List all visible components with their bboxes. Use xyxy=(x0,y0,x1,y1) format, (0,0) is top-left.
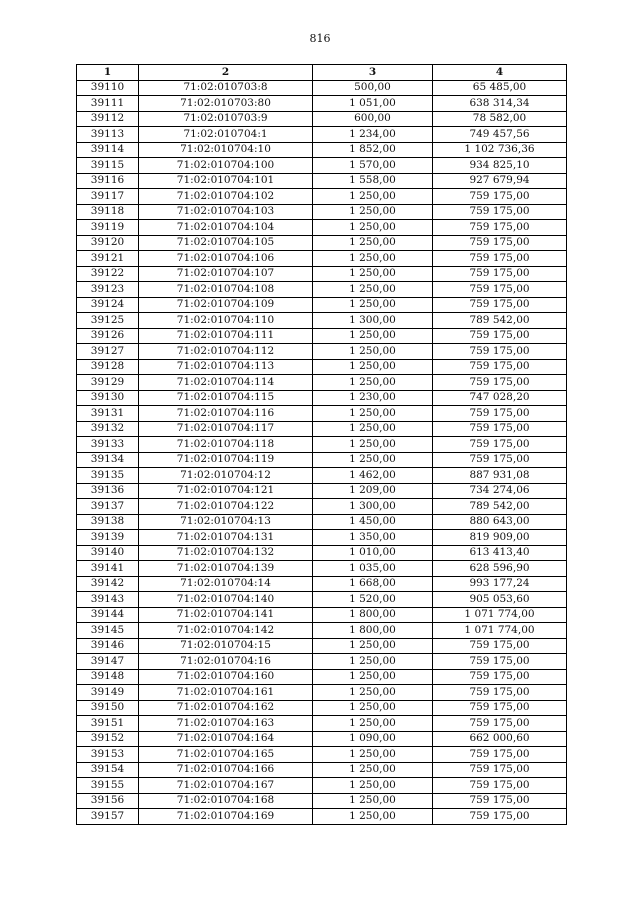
cadastral-number-cell: 71:02:010704:14 xyxy=(139,576,313,592)
table-row xyxy=(77,545,567,561)
value-cell: 759 175,00 xyxy=(433,762,567,778)
column-header-3: 3 xyxy=(313,65,433,81)
cadastral-number-cell: 71:02:010704:112 xyxy=(139,344,313,360)
row-number-cell: 39119 xyxy=(77,220,139,236)
row-number-cell: 39149 xyxy=(77,685,139,701)
area-cell: 1 852,00 xyxy=(313,142,433,158)
value-cell: 759 175,00 xyxy=(433,669,567,685)
cadastral-number-cell: 71:02:010704:169 xyxy=(139,809,313,825)
area-cell: 1 051,00 xyxy=(313,96,433,112)
row-number-cell: 39152 xyxy=(77,731,139,747)
row-number-cell: 39111 xyxy=(77,96,139,112)
area-cell: 1 010,00 xyxy=(313,545,433,561)
table-row xyxy=(77,747,567,763)
cadastral-number-cell: 71:02:010704:108 xyxy=(139,282,313,298)
row-number-cell: 39145 xyxy=(77,623,139,639)
value-cell: 759 175,00 xyxy=(433,266,567,282)
value-cell: 638 314,34 xyxy=(433,96,567,112)
cadastral-number-cell: 71:02:010704:1 xyxy=(139,127,313,143)
row-number-cell: 39118 xyxy=(77,204,139,220)
area-cell: 1 250,00 xyxy=(313,297,433,313)
value-cell: 759 175,00 xyxy=(433,421,567,437)
area-cell: 1 250,00 xyxy=(313,220,433,236)
table-row xyxy=(77,623,567,639)
value-cell: 905 053,60 xyxy=(433,592,567,608)
area-cell: 1 209,00 xyxy=(313,483,433,499)
area-cell: 1 250,00 xyxy=(313,189,433,205)
row-number-cell: 39157 xyxy=(77,809,139,825)
value-cell: 759 175,00 xyxy=(433,654,567,670)
cadastral-number-cell: 71:02:010704:163 xyxy=(139,716,313,732)
value-cell: 759 175,00 xyxy=(433,189,567,205)
value-cell: 759 175,00 xyxy=(433,220,567,236)
row-number-cell: 39117 xyxy=(77,189,139,205)
row-number-cell: 39121 xyxy=(77,251,139,267)
value-cell: 662 000,60 xyxy=(433,731,567,747)
area-cell: 1 250,00 xyxy=(313,700,433,716)
area-cell: 1 800,00 xyxy=(313,623,433,639)
cadastral-number-cell: 71:02:010704:102 xyxy=(139,189,313,205)
cadastral-number-cell: 71:02:010704:121 xyxy=(139,483,313,499)
value-cell: 927 679,94 xyxy=(433,173,567,189)
cadastral-number-cell: 71:02:010703:80 xyxy=(139,96,313,112)
area-cell: 1 250,00 xyxy=(313,235,433,251)
value-cell: 1 071 774,00 xyxy=(433,607,567,623)
row-number-cell: 39155 xyxy=(77,778,139,794)
row-number-cell: 39110 xyxy=(77,80,139,96)
row-number-cell: 39112 xyxy=(77,111,139,127)
table-row xyxy=(77,762,567,778)
cadastral-number-cell: 71:02:010704:165 xyxy=(139,747,313,763)
value-cell: 759 175,00 xyxy=(433,344,567,360)
value-cell: 759 175,00 xyxy=(433,328,567,344)
area-cell: 1 250,00 xyxy=(313,344,433,360)
cadastral-number-cell: 71:02:010704:100 xyxy=(139,158,313,174)
value-cell: 993 177,24 xyxy=(433,576,567,592)
value-cell: 65 485,00 xyxy=(433,80,567,96)
cadastral-number-cell: 71:02:010704:12 xyxy=(139,468,313,484)
table-row xyxy=(77,251,567,267)
cadastral-number-cell: 71:02:010704:10 xyxy=(139,142,313,158)
value-cell: 789 542,00 xyxy=(433,499,567,515)
table-row xyxy=(77,731,567,747)
value-cell: 613 413,40 xyxy=(433,545,567,561)
row-number-cell: 39120 xyxy=(77,235,139,251)
row-number-cell: 39130 xyxy=(77,390,139,406)
cadastral-number-cell: 71:02:010704:141 xyxy=(139,607,313,623)
table-row xyxy=(77,793,567,809)
area-cell: 1 250,00 xyxy=(313,282,433,298)
table-row xyxy=(77,282,567,298)
area-cell: 1 250,00 xyxy=(313,406,433,422)
value-cell: 759 175,00 xyxy=(433,747,567,763)
row-number-cell: 39142 xyxy=(77,576,139,592)
row-number-cell: 39144 xyxy=(77,607,139,623)
cadastral-number-cell: 71:02:010704:109 xyxy=(139,297,313,313)
table-row xyxy=(77,638,567,654)
area-cell: 1 250,00 xyxy=(313,375,433,391)
row-number-cell: 39131 xyxy=(77,406,139,422)
row-number-cell: 39125 xyxy=(77,313,139,329)
table-row xyxy=(77,375,567,391)
table-row xyxy=(77,204,567,220)
table-row xyxy=(77,607,567,623)
area-cell: 1 450,00 xyxy=(313,514,433,530)
cadastral-number-cell: 71:02:010704:161 xyxy=(139,685,313,701)
area-cell: 1 035,00 xyxy=(313,561,433,577)
row-number-cell: 39139 xyxy=(77,530,139,546)
area-cell: 1 250,00 xyxy=(313,809,433,825)
table-row xyxy=(77,96,567,112)
cadastral-number-cell: 71:02:010704:160 xyxy=(139,669,313,685)
value-cell: 759 175,00 xyxy=(433,700,567,716)
area-cell: 1 250,00 xyxy=(313,452,433,468)
area-cell: 1 558,00 xyxy=(313,173,433,189)
page-number: 816 xyxy=(309,32,331,45)
row-number-cell: 39151 xyxy=(77,716,139,732)
cadastral-number-cell: 71:02:010704:132 xyxy=(139,545,313,561)
column-header-2: 2 xyxy=(139,65,313,81)
value-cell: 759 175,00 xyxy=(433,452,567,468)
area-cell: 1 250,00 xyxy=(313,359,433,375)
table-row xyxy=(77,390,567,406)
value-cell: 759 175,00 xyxy=(433,778,567,794)
cadastral-number-cell: 71:02:010704:15 xyxy=(139,638,313,654)
table-row xyxy=(77,669,567,685)
table-row xyxy=(77,530,567,546)
area-cell: 1 250,00 xyxy=(313,793,433,809)
table-body xyxy=(77,80,567,824)
row-number-cell: 39153 xyxy=(77,747,139,763)
area-cell: 1 250,00 xyxy=(313,328,433,344)
table-row xyxy=(77,297,567,313)
row-number-cell: 39146 xyxy=(77,638,139,654)
cadastral-number-cell: 71:02:010704:119 xyxy=(139,452,313,468)
cadastral-number-cell: 71:02:010704:116 xyxy=(139,406,313,422)
table-row xyxy=(77,328,567,344)
value-cell: 789 542,00 xyxy=(433,313,567,329)
row-number-cell: 39147 xyxy=(77,654,139,670)
area-cell: 1 250,00 xyxy=(313,421,433,437)
area-cell: 1 520,00 xyxy=(313,592,433,608)
area-cell: 500,00 xyxy=(313,80,433,96)
cadastral-number-cell: 71:02:010704:110 xyxy=(139,313,313,329)
table-row xyxy=(77,406,567,422)
row-number-cell: 39133 xyxy=(77,437,139,453)
cadastral-number-cell: 71:02:010704:131 xyxy=(139,530,313,546)
cadastral-number-cell: 71:02:010704:162 xyxy=(139,700,313,716)
row-number-cell: 39113 xyxy=(77,127,139,143)
value-cell: 759 175,00 xyxy=(433,716,567,732)
cadastral-number-cell: 71:02:010704:107 xyxy=(139,266,313,282)
value-cell: 759 175,00 xyxy=(433,282,567,298)
area-cell: 1 462,00 xyxy=(313,468,433,484)
row-number-cell: 39136 xyxy=(77,483,139,499)
row-number-cell: 39135 xyxy=(77,468,139,484)
row-number-cell: 39140 xyxy=(77,545,139,561)
table-row xyxy=(77,716,567,732)
table-row xyxy=(77,266,567,282)
row-number-cell: 39122 xyxy=(77,266,139,282)
cadastral-number-cell: 71:02:010704:117 xyxy=(139,421,313,437)
cadastral-number-cell: 71:02:010704:106 xyxy=(139,251,313,267)
value-cell: 819 909,00 xyxy=(433,530,567,546)
table-row xyxy=(77,700,567,716)
value-cell: 1 071 774,00 xyxy=(433,623,567,639)
value-cell: 880 643,00 xyxy=(433,514,567,530)
row-number-cell: 39141 xyxy=(77,561,139,577)
area-cell: 1 234,00 xyxy=(313,127,433,143)
area-cell: 1 250,00 xyxy=(313,266,433,282)
table-row xyxy=(77,576,567,592)
area-cell: 1 250,00 xyxy=(313,716,433,732)
cadastral-number-cell: 71:02:010704:166 xyxy=(139,762,313,778)
table-row xyxy=(77,421,567,437)
area-cell: 1 090,00 xyxy=(313,731,433,747)
table-row xyxy=(77,142,567,158)
row-number-cell: 39138 xyxy=(77,514,139,530)
cadastral-number-cell: 71:02:010704:103 xyxy=(139,204,313,220)
value-cell: 759 175,00 xyxy=(433,359,567,375)
table-row xyxy=(77,685,567,701)
row-number-cell: 39134 xyxy=(77,452,139,468)
row-number-cell: 39129 xyxy=(77,375,139,391)
table-row xyxy=(77,359,567,375)
table-row xyxy=(77,235,567,251)
value-cell: 78 582,00 xyxy=(433,111,567,127)
table-row xyxy=(77,189,567,205)
row-number-cell: 39148 xyxy=(77,669,139,685)
area-cell: 1 668,00 xyxy=(313,576,433,592)
table-row xyxy=(77,499,567,515)
row-number-cell: 39127 xyxy=(77,344,139,360)
area-cell: 1 250,00 xyxy=(313,251,433,267)
table-row xyxy=(77,561,567,577)
value-cell: 759 175,00 xyxy=(433,685,567,701)
table-row xyxy=(77,778,567,794)
table-row xyxy=(77,173,567,189)
table-row xyxy=(77,483,567,499)
area-cell: 600,00 xyxy=(313,111,433,127)
cadastral-number-cell: 71:02:010704:115 xyxy=(139,390,313,406)
area-cell: 1 250,00 xyxy=(313,762,433,778)
area-cell: 1 250,00 xyxy=(313,437,433,453)
area-cell: 1 300,00 xyxy=(313,313,433,329)
value-cell: 759 175,00 xyxy=(433,235,567,251)
area-cell: 1 250,00 xyxy=(313,669,433,685)
data-table xyxy=(76,64,567,825)
value-cell: 759 175,00 xyxy=(433,638,567,654)
row-number-cell: 39114 xyxy=(77,142,139,158)
cadastral-number-cell: 71:02:010704:105 xyxy=(139,235,313,251)
area-cell: 1 250,00 xyxy=(313,204,433,220)
row-number-cell: 39154 xyxy=(77,762,139,778)
table-row xyxy=(77,468,567,484)
cadastral-number-cell: 71:02:010704:114 xyxy=(139,375,313,391)
value-cell: 934 825,10 xyxy=(433,158,567,174)
row-number-cell: 39115 xyxy=(77,158,139,174)
cadastral-number-cell: 71:02:010704:168 xyxy=(139,793,313,809)
value-cell: 759 175,00 xyxy=(433,809,567,825)
value-cell: 759 175,00 xyxy=(433,204,567,220)
value-cell: 749 457,56 xyxy=(433,127,567,143)
value-cell: 1 102 736,36 xyxy=(433,142,567,158)
area-cell: 1 250,00 xyxy=(313,685,433,701)
value-cell: 759 175,00 xyxy=(433,793,567,809)
cadastral-number-cell: 71:02:010703:8 xyxy=(139,80,313,96)
cadastral-number-cell: 71:02:010704:118 xyxy=(139,437,313,453)
cadastral-number-cell: 71:02:010704:16 xyxy=(139,654,313,670)
value-cell: 759 175,00 xyxy=(433,297,567,313)
cadastral-number-cell: 71:02:010704:164 xyxy=(139,731,313,747)
cadastral-number-cell: 71:02:010704:113 xyxy=(139,359,313,375)
table-row xyxy=(77,809,567,825)
table-row xyxy=(77,344,567,360)
row-number-cell: 39124 xyxy=(77,297,139,313)
cadastral-number-cell: 71:02:010703:9 xyxy=(139,111,313,127)
table-row xyxy=(77,592,567,608)
table-row xyxy=(77,80,567,96)
column-header-1: 1 xyxy=(77,65,139,81)
area-cell: 1 230,00 xyxy=(313,390,433,406)
value-cell: 759 175,00 xyxy=(433,375,567,391)
cadastral-number-cell: 71:02:010704:139 xyxy=(139,561,313,577)
row-number-cell: 39156 xyxy=(77,793,139,809)
row-number-cell: 39123 xyxy=(77,282,139,298)
value-cell: 887 931,08 xyxy=(433,468,567,484)
cadastral-number-cell: 71:02:010704:104 xyxy=(139,220,313,236)
cadastral-number-cell: 71:02:010704:167 xyxy=(139,778,313,794)
area-cell: 1 250,00 xyxy=(313,638,433,654)
cadastral-number-cell: 71:02:010704:140 xyxy=(139,592,313,608)
table-row xyxy=(77,111,567,127)
cadastral-number-cell: 71:02:010704:13 xyxy=(139,514,313,530)
value-cell: 734 274,06 xyxy=(433,483,567,499)
cadastral-number-cell: 71:02:010704:122 xyxy=(139,499,313,515)
cadastral-number-cell: 71:02:010704:142 xyxy=(139,623,313,639)
area-cell: 1 800,00 xyxy=(313,607,433,623)
table-row xyxy=(77,437,567,453)
cadastral-number-cell: 71:02:010704:111 xyxy=(139,328,313,344)
value-cell: 759 175,00 xyxy=(433,251,567,267)
row-number-cell: 39128 xyxy=(77,359,139,375)
table-row xyxy=(77,158,567,174)
value-cell: 759 175,00 xyxy=(433,437,567,453)
row-number-cell: 39116 xyxy=(77,173,139,189)
table-row xyxy=(77,220,567,236)
table-row xyxy=(77,654,567,670)
area-cell: 1 300,00 xyxy=(313,499,433,515)
area-cell: 1 250,00 xyxy=(313,747,433,763)
table-row xyxy=(77,514,567,530)
value-cell: 747 028,20 xyxy=(433,390,567,406)
area-cell: 1 250,00 xyxy=(313,778,433,794)
row-number-cell: 39126 xyxy=(77,328,139,344)
cadastral-number-cell: 71:02:010704:101 xyxy=(139,173,313,189)
table-header-row xyxy=(77,65,567,81)
area-cell: 1 350,00 xyxy=(313,530,433,546)
value-cell: 628 596,90 xyxy=(433,561,567,577)
area-cell: 1 570,00 xyxy=(313,158,433,174)
table-row xyxy=(77,313,567,329)
value-cell: 759 175,00 xyxy=(433,406,567,422)
table-row xyxy=(77,452,567,468)
column-header-4: 4 xyxy=(433,65,567,81)
table-row xyxy=(77,127,567,143)
row-number-cell: 39143 xyxy=(77,592,139,608)
row-number-cell: 39137 xyxy=(77,499,139,515)
row-number-cell: 39132 xyxy=(77,421,139,437)
area-cell: 1 250,00 xyxy=(313,654,433,670)
row-number-cell: 39150 xyxy=(77,700,139,716)
